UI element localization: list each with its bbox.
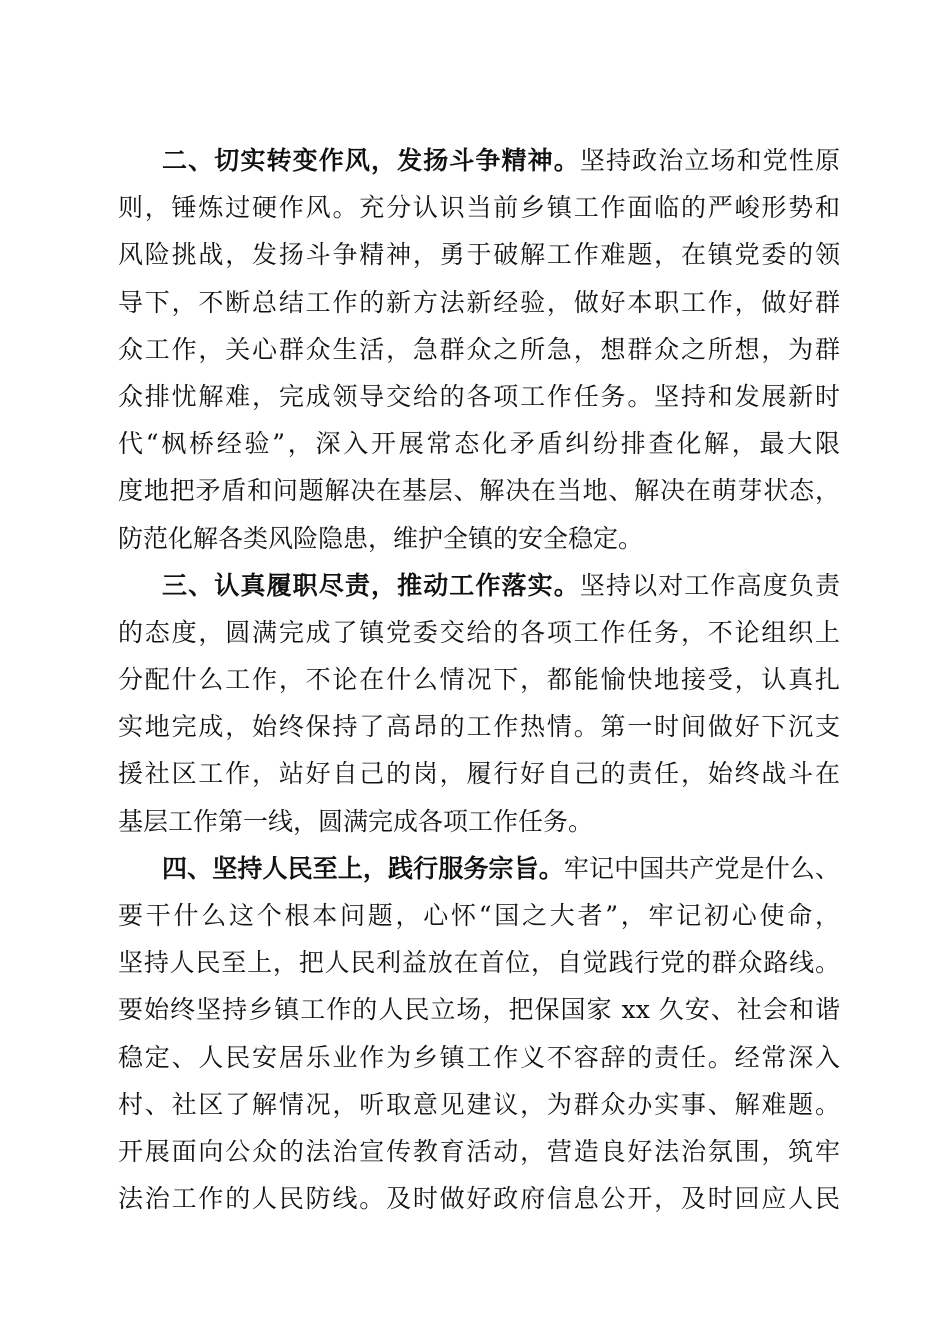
paragraph-4-text: 牢记中国共产党是什么、: [563, 853, 840, 883]
paragraph-2-line-2: 则，锤炼过硬作风。充分认识当前乡镇工作面临的严峻形势和: [118, 193, 840, 223]
paragraph-4-line-3: 坚持人民至上，把人民利益放在首位，自觉践行党的群众路线。: [118, 948, 840, 978]
paragraph-2-line-3: 风险挑战，发扬斗争精神，勇于破解工作难题，在镇党委的领: [118, 240, 840, 270]
paragraph-3-line-1: [118, 562, 840, 609]
paragraph-2-line-1: [118, 137, 840, 184]
paragraph-2-heading: 二、切实转变作风，发扬斗争精神。: [162, 146, 580, 175]
paragraph-3-line-3: 分配什么工作，不论在什么情况下，都能愉快地接受，认真扎: [118, 665, 840, 695]
paragraph-4-line-7: 开展面向公众的法治宣传教育活动，营造良好法治氛围，筑牢: [118, 1136, 840, 1166]
paragraph-4-line-4: 要始终坚持乡镇工作的人民立场，把保国家 xx 久安、社会和谐: [118, 995, 840, 1025]
paragraph-2-line-4: 导下，不断总结工作的新方法新经验，做好本职工作，做好群: [118, 287, 840, 317]
paragraph-3-line-5: 援社区工作，站好自己的岗，履行好自己的责任，始终战斗在: [118, 759, 840, 789]
paragraph-4-line-2: 要干什么这个根本问题，心怀“国之大者”，牢记初心使命，: [118, 901, 840, 930]
paragraph-2-line-9: 防范化解各类风险隐患，维护全镇的安全稳定。: [118, 523, 644, 553]
paragraph-2-line-5: 众工作，关心群众生活，急群众之所急，想群众之所想，为群: [118, 334, 840, 364]
paragraph-2-line-8: 度地把矛盾和问题解决在基层、解决在当地、解决在萌芽状态，: [118, 476, 840, 506]
paragraph-3-line-2: 的态度，圆满完成了镇党委交给的各项工作任务，不论组织上: [118, 617, 840, 647]
paragraph-2-text: 坚持政治立场和党性原: [579, 146, 840, 175]
paragraph-3-line-6: 基层工作第一线，圆满完成各项工作任务。: [118, 806, 594, 836]
paragraph-4-line-6: 村、社区了解情况，听取意见建议，为群众办实事、解难题。: [118, 1089, 840, 1119]
paragraph-2-line-6: 众排忧解难，完成领导交给的各项工作任务。坚持和发展新时: [118, 381, 840, 411]
paragraph-4-heading: 四、坚持人民至上，践行服务宗旨。: [162, 853, 564, 883]
paragraph-2-line-7: 代“枫桥经验”，深入开展常态化矛盾纠纷排查化解，最大限: [118, 429, 840, 459]
document-body: [118, 137, 840, 1222]
paragraph-3-heading: 三、认真履职尽责，推动工作落实。: [162, 570, 580, 600]
paragraph-3-text: 坚持以对工作高度负责: [579, 570, 840, 600]
paragraph-4-line-1: [118, 845, 840, 892]
paragraph-3-line-4: 实地完成，始终保持了高昂的工作热情。第一时间做好下沉支: [118, 712, 840, 742]
paragraph-4-line-8: 法治工作的人民防线。及时做好政府信息公开，及时回应人民: [118, 1184, 840, 1214]
paragraph-4-line-5: 稳定、人民安居乐业作为乡镇工作义不容辞的责任。经常深入: [118, 1042, 840, 1072]
